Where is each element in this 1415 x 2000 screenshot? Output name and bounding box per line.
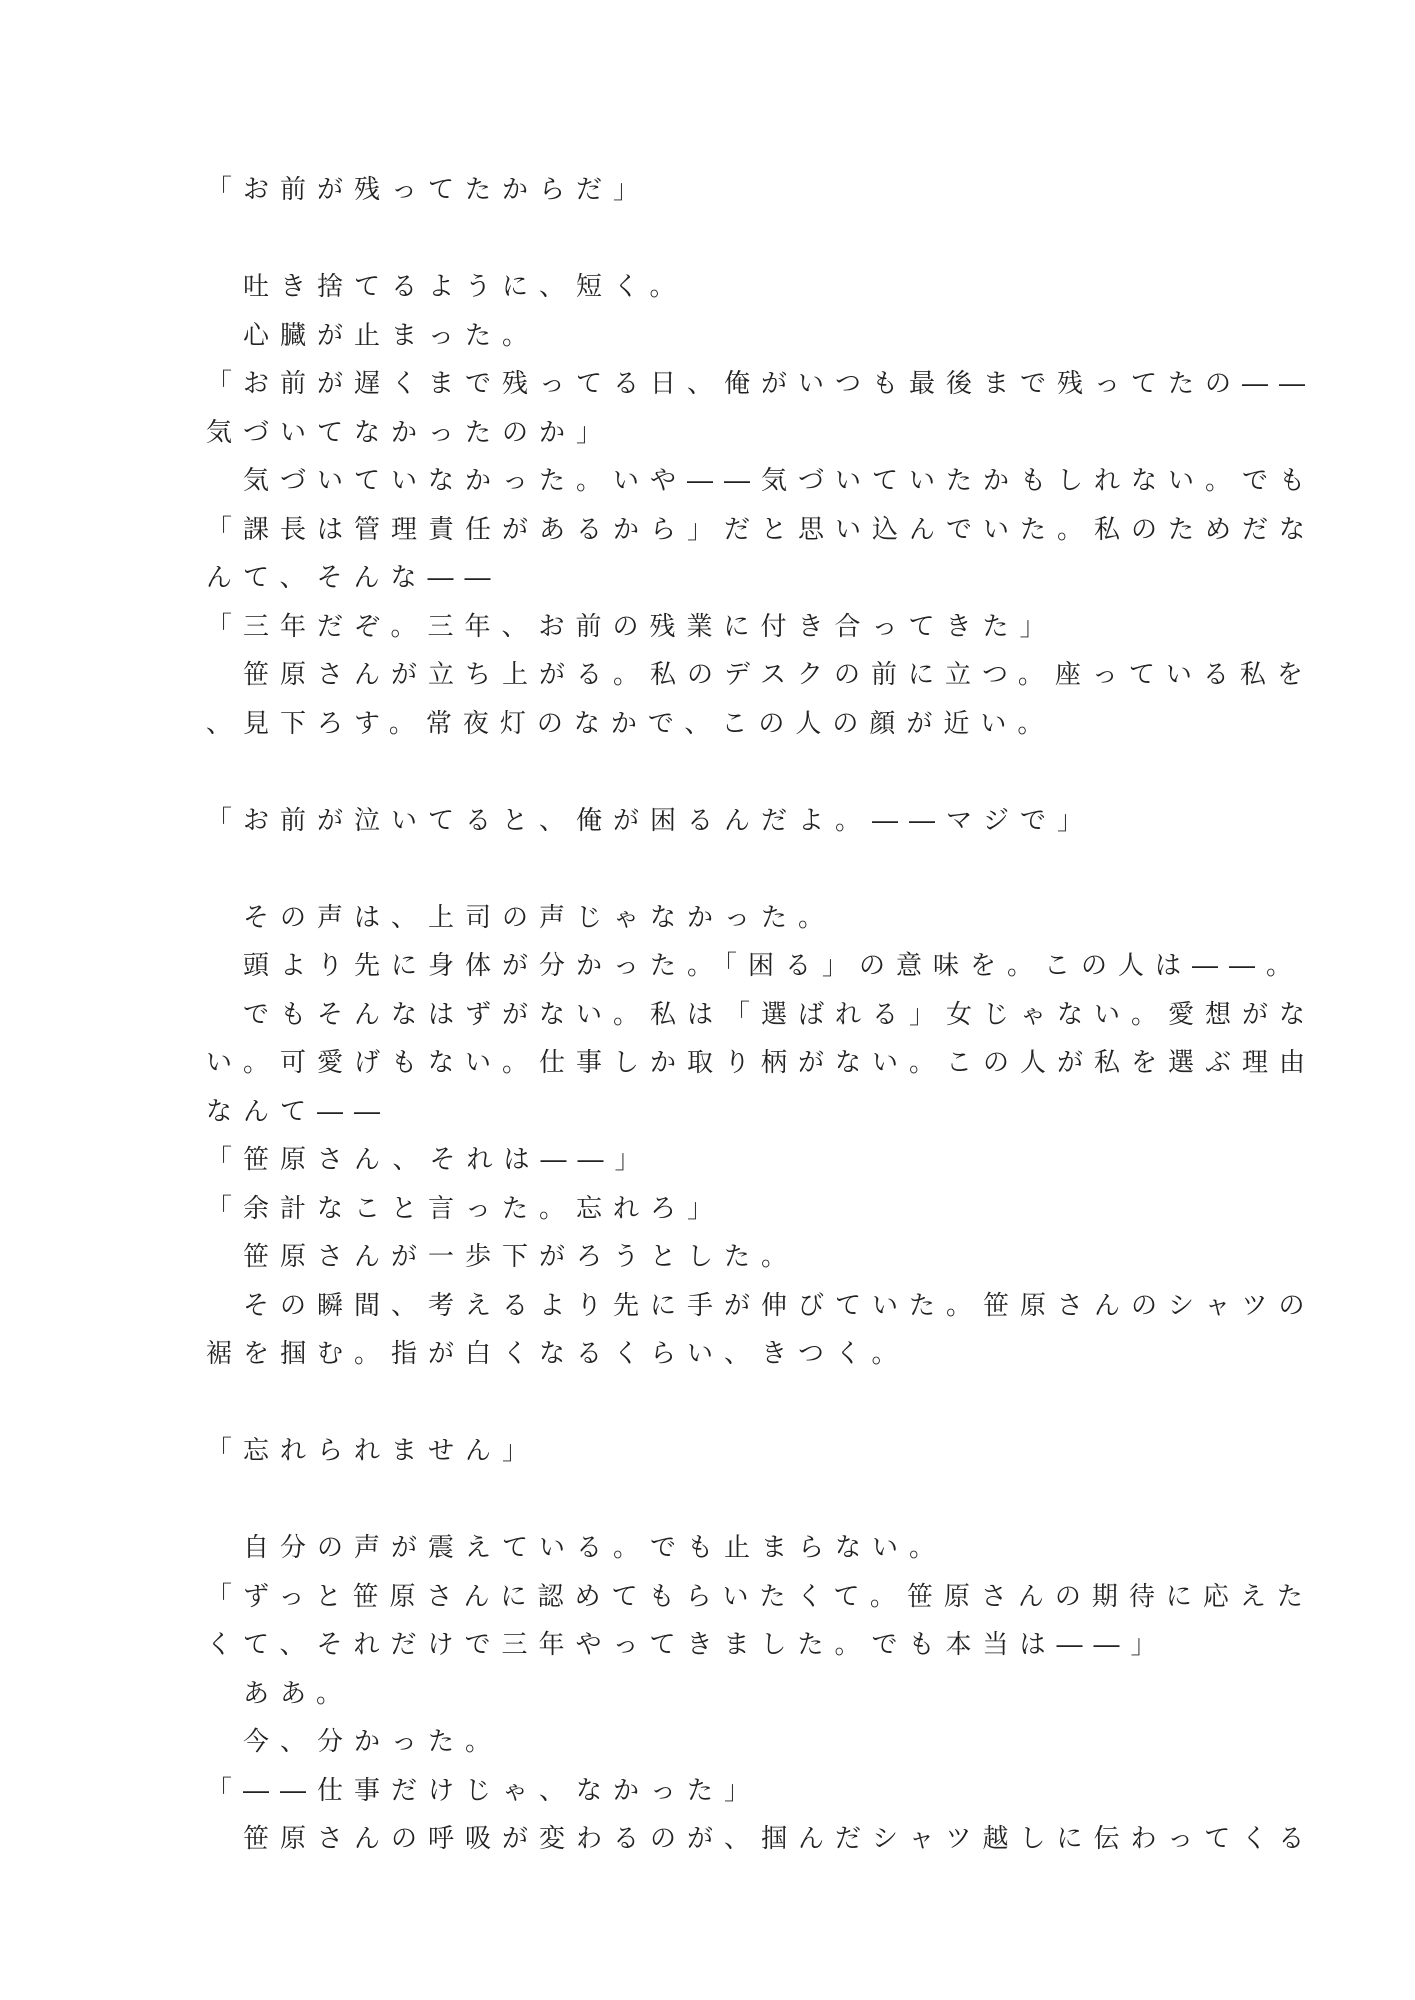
text-line: 笹原さんが立ち上がる。私のデスクの前に立つ。座っている私を xyxy=(206,660,1314,690)
text-line: なんて―― xyxy=(206,1096,392,1127)
text-line: んて、そんな―― xyxy=(206,563,502,593)
text-line: 、見下ろす。常夜灯のなかで、この人の顔が近い。 xyxy=(206,708,1055,739)
text-line: 吐き捨てるように、短く。 xyxy=(206,272,687,302)
blank-line xyxy=(206,1379,1206,1428)
blank-line xyxy=(206,215,1206,264)
text-line: 「ずっと笹原さんに認めてもらいたくて。笹原さんの期待に応えた xyxy=(206,1581,1314,1612)
text-line: ああ。 xyxy=(206,1678,353,1709)
text-line: 今、分かった。 xyxy=(206,1727,503,1757)
blank-line xyxy=(206,1476,1206,1525)
text-line: 気づいていなかった。いや――気づいていたかもしれない。でも xyxy=(206,466,1317,496)
body-text xyxy=(206,166,1317,1864)
blank-line xyxy=(206,845,1206,894)
text-line: 「余計なこと言った。忘れろ」 xyxy=(206,1193,725,1224)
text-line: その瞬間、考えるより先に手が伸びていた。笹原さんのシャツの xyxy=(206,1290,1316,1321)
text-line: 「課長は管理責任があるから」だと思い込んでいた。私のためだな xyxy=(206,514,1317,545)
text-line: 裾を掴む。指が白くなるくらい、きつく。 xyxy=(206,1339,909,1369)
text-line: 心臓が止まった。 xyxy=(206,320,540,351)
text-line: 笹原さんが一歩下がろうとした。 xyxy=(206,1242,799,1272)
text-line: 「忘れられません」 xyxy=(206,1436,540,1466)
text-line: 「三年だぞ。三年、お前の残業に付き合ってきた」 xyxy=(206,611,1057,642)
text-line: 「笹原さん、それは――」 xyxy=(206,1145,652,1175)
text-line: 頭より先に身体が分かった。「困る」の意味を。この人は――。 xyxy=(206,951,1304,981)
text-line: 笹原さんの呼吸が変わるのが、掴んだシャツ越しに伝わってくる xyxy=(206,1824,1316,1854)
text-line: い。可愛げもない。仕事しか取り柄がない。この人が私を選ぶ理由 xyxy=(206,1048,1317,1078)
text-line: 自分の声が震えている。でも止まらない。 xyxy=(206,1533,947,1563)
text-line: 「お前が遅くまで残ってる日、俺がいつも最後まで残ってたの―― xyxy=(206,369,1317,399)
blank-line xyxy=(206,748,1206,797)
text-line: くて、それだけで三年やってきました。でも本当は――」 xyxy=(206,1630,1168,1660)
text-line: 「お前が残ってたからだ」 xyxy=(206,175,651,205)
text-line: 気づいてなかったのか」 xyxy=(206,417,614,448)
text-line: その声は、上司の声じゃなかった。 xyxy=(206,902,836,933)
text-line: でもそんなはずがない。私は「選ばれる」女じゃない。愛想がな xyxy=(206,999,1317,1030)
text-line: 「――仕事だけじゃ、なかった」 xyxy=(206,1775,762,1806)
text-line: 「お前が泣いてると、俺が困るんだよ。――マジで」 xyxy=(206,805,1095,836)
